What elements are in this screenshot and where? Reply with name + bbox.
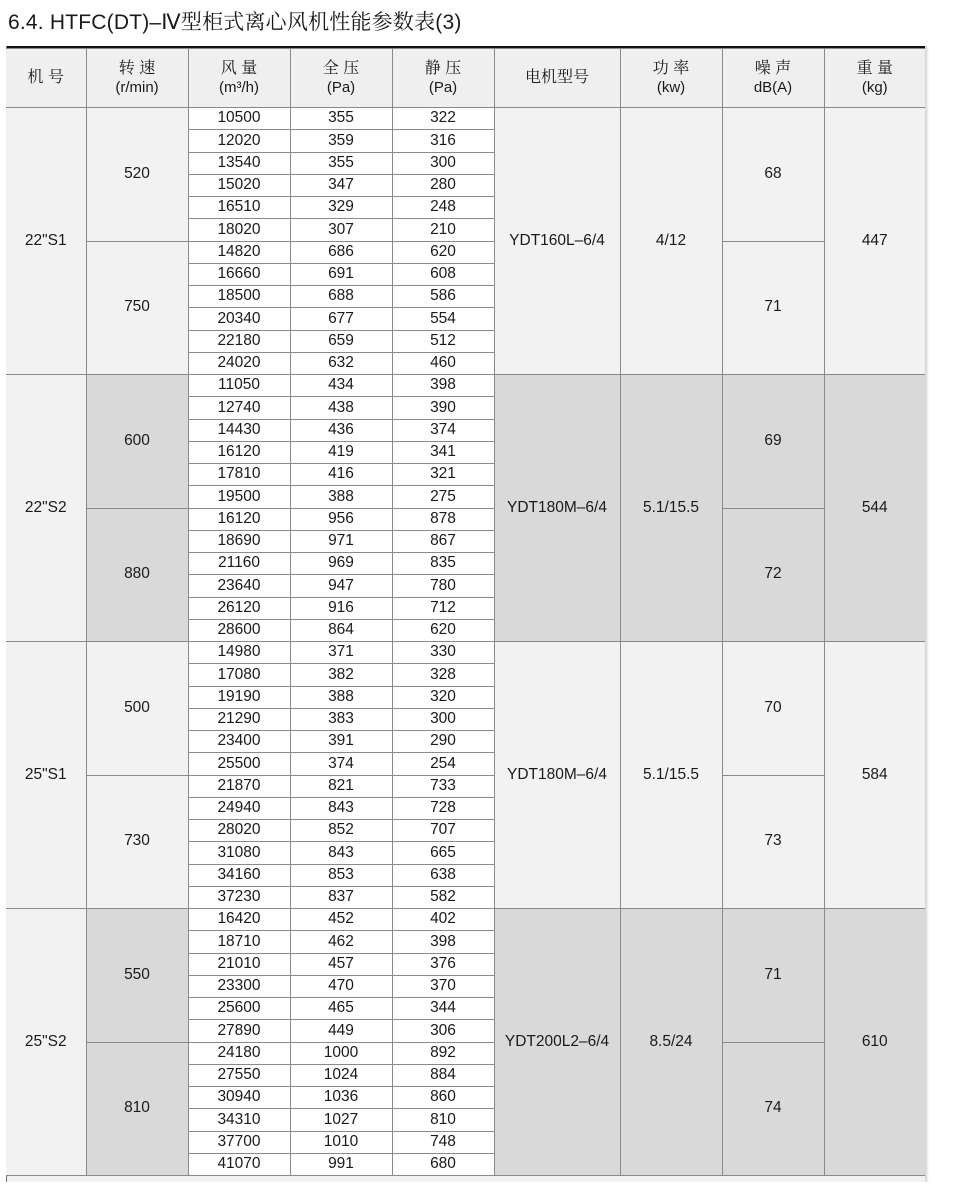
static-pressure-cell: 620 bbox=[392, 619, 494, 641]
static-pressure-cell: 638 bbox=[392, 864, 494, 886]
static-pressure-cell: 300 bbox=[392, 152, 494, 174]
power-cell: 5.1/15.5 bbox=[620, 375, 722, 642]
static-pressure-cell: 390 bbox=[392, 397, 494, 419]
airflow-cell: 21010 bbox=[188, 953, 290, 975]
total-pressure-cell: 419 bbox=[290, 441, 392, 463]
speed-cell: 500 bbox=[86, 642, 188, 776]
static-pressure-cell: 608 bbox=[392, 263, 494, 285]
airflow-cell: 24020 bbox=[188, 352, 290, 374]
page-title: 6.4. HTFC(DT)–Ⅳ型柜式离心风机性能参数表(3) bbox=[8, 11, 462, 34]
model-cell: 22"S2 bbox=[6, 375, 86, 642]
motor-cell: YDT180M–6/4 bbox=[494, 642, 620, 909]
total-pressure-cell: 457 bbox=[290, 953, 392, 975]
airflow-cell: 14430 bbox=[188, 419, 290, 441]
airflow-cell: 10500 bbox=[188, 108, 290, 130]
airflow-cell: 21160 bbox=[188, 553, 290, 575]
model-cell: 22"S1 bbox=[6, 108, 86, 375]
header-static-pressure: 静 压 (Pa) bbox=[392, 49, 494, 108]
static-pressure-cell: 344 bbox=[392, 998, 494, 1020]
static-pressure-cell: 320 bbox=[392, 686, 494, 708]
airflow-cell: 20340 bbox=[188, 308, 290, 330]
airflow-cell: 16120 bbox=[188, 508, 290, 530]
power-cell: 8.5/24 bbox=[620, 909, 722, 1176]
airflow-cell: 23300 bbox=[188, 975, 290, 997]
static-pressure-cell: 316 bbox=[392, 130, 494, 152]
static-pressure-cell: 728 bbox=[392, 797, 494, 819]
speed-cell: 750 bbox=[86, 241, 188, 375]
static-pressure-cell: 398 bbox=[392, 931, 494, 953]
total-pressure-cell: 470 bbox=[290, 975, 392, 997]
airflow-cell: 37700 bbox=[188, 1131, 290, 1153]
header-speed: 转 速 (r/min) bbox=[86, 49, 188, 108]
table-row bbox=[6, 108, 925, 130]
static-pressure-cell: 733 bbox=[392, 775, 494, 797]
noise-cell: 68 bbox=[722, 108, 824, 242]
total-pressure-cell: 853 bbox=[290, 864, 392, 886]
total-pressure-cell: 1024 bbox=[290, 1064, 392, 1086]
airflow-cell: 14980 bbox=[188, 642, 290, 664]
speed-cell: 550 bbox=[86, 909, 188, 1043]
total-pressure-cell: 864 bbox=[290, 619, 392, 641]
static-pressure-cell: 370 bbox=[392, 975, 494, 997]
total-pressure-cell: 837 bbox=[290, 886, 392, 908]
static-pressure-cell: 300 bbox=[392, 708, 494, 730]
header-power: 功 率 (kw) bbox=[620, 49, 722, 108]
header-model: 机 号 bbox=[6, 49, 86, 108]
total-pressure-cell: 991 bbox=[290, 1153, 392, 1175]
noise-cell: 70 bbox=[722, 642, 824, 776]
airflow-cell: 13540 bbox=[188, 152, 290, 174]
table-row bbox=[6, 775, 925, 797]
noise-cell: 69 bbox=[722, 375, 824, 509]
static-pressure-cell: 376 bbox=[392, 953, 494, 975]
static-pressure-cell: 374 bbox=[392, 419, 494, 441]
airflow-cell: 19190 bbox=[188, 686, 290, 708]
static-pressure-cell: 707 bbox=[392, 820, 494, 842]
model-cell: 25"S1 bbox=[6, 642, 86, 909]
airflow-cell: 21290 bbox=[188, 708, 290, 730]
total-pressure-cell: 355 bbox=[290, 152, 392, 174]
static-pressure-cell: 398 bbox=[392, 375, 494, 397]
total-pressure-cell: 659 bbox=[290, 330, 392, 352]
speed-cell: 600 bbox=[86, 375, 188, 509]
airflow-cell: 24940 bbox=[188, 797, 290, 819]
power-cell: 4/12 bbox=[620, 108, 722, 375]
static-pressure-cell: 810 bbox=[392, 1109, 494, 1131]
header-noise: 噪 声 dB(A) bbox=[722, 49, 824, 108]
header-motor-model: 电机型号 bbox=[494, 49, 620, 108]
static-pressure-cell: 290 bbox=[392, 731, 494, 753]
total-pressure-cell: 843 bbox=[290, 797, 392, 819]
total-pressure-cell: 969 bbox=[290, 553, 392, 575]
airflow-cell: 14820 bbox=[188, 241, 290, 263]
total-pressure-cell: 416 bbox=[290, 464, 392, 486]
airflow-cell: 19500 bbox=[188, 486, 290, 508]
total-pressure-cell: 1036 bbox=[290, 1087, 392, 1109]
airflow-cell: 25500 bbox=[188, 753, 290, 775]
static-pressure-cell: 254 bbox=[392, 753, 494, 775]
speed-cell: 520 bbox=[86, 108, 188, 242]
total-pressure-cell: 852 bbox=[290, 820, 392, 842]
airflow-cell: 17080 bbox=[188, 664, 290, 686]
total-pressure-cell: 843 bbox=[290, 842, 392, 864]
airflow-cell: 21870 bbox=[188, 775, 290, 797]
static-pressure-cell: 321 bbox=[392, 464, 494, 486]
total-pressure-cell: 1010 bbox=[290, 1131, 392, 1153]
total-pressure-cell: 355 bbox=[290, 108, 392, 130]
table-row bbox=[6, 909, 925, 931]
total-pressure-cell: 677 bbox=[290, 308, 392, 330]
airflow-cell: 16510 bbox=[188, 197, 290, 219]
airflow-cell: 15020 bbox=[188, 174, 290, 196]
static-pressure-cell: 586 bbox=[392, 286, 494, 308]
motor-cell: YDT180M–6/4 bbox=[494, 375, 620, 642]
weight-cell: 447 bbox=[824, 108, 925, 375]
static-pressure-cell: 341 bbox=[392, 441, 494, 463]
noise-cell: 73 bbox=[722, 775, 824, 909]
airflow-cell: 28020 bbox=[188, 820, 290, 842]
airflow-cell: 23640 bbox=[188, 575, 290, 597]
total-pressure-cell: 438 bbox=[290, 397, 392, 419]
total-pressure-cell: 329 bbox=[290, 197, 392, 219]
static-pressure-cell: 582 bbox=[392, 886, 494, 908]
airflow-cell: 18690 bbox=[188, 530, 290, 552]
total-pressure-cell: 686 bbox=[290, 241, 392, 263]
airflow-cell: 28600 bbox=[188, 619, 290, 641]
airflow-cell: 22180 bbox=[188, 330, 290, 352]
static-pressure-cell: 665 bbox=[392, 842, 494, 864]
static-pressure-cell: 330 bbox=[392, 642, 494, 664]
airflow-cell: 16120 bbox=[188, 441, 290, 463]
static-pressure-cell: 512 bbox=[392, 330, 494, 352]
header-row bbox=[6, 49, 925, 108]
total-pressure-cell: 436 bbox=[290, 419, 392, 441]
table-row bbox=[6, 1042, 925, 1064]
total-pressure-cell: 1000 bbox=[290, 1042, 392, 1064]
total-pressure-cell: 382 bbox=[290, 664, 392, 686]
static-pressure-cell: 620 bbox=[392, 241, 494, 263]
total-pressure-cell: 916 bbox=[290, 597, 392, 619]
total-pressure-cell: 374 bbox=[290, 753, 392, 775]
table-row bbox=[6, 241, 925, 263]
airflow-cell: 27890 bbox=[188, 1020, 290, 1042]
airflow-cell: 16660 bbox=[188, 263, 290, 285]
table-row bbox=[6, 375, 925, 397]
total-pressure-cell: 691 bbox=[290, 263, 392, 285]
table-row bbox=[6, 508, 925, 530]
airflow-cell: 34310 bbox=[188, 1109, 290, 1131]
static-pressure-cell: 248 bbox=[392, 197, 494, 219]
static-pressure-cell: 860 bbox=[392, 1087, 494, 1109]
static-pressure-cell: 275 bbox=[392, 486, 494, 508]
total-pressure-cell: 383 bbox=[290, 708, 392, 730]
model-cell: 25"S2 bbox=[6, 909, 86, 1176]
total-pressure-cell: 347 bbox=[290, 174, 392, 196]
airflow-cell: 11050 bbox=[188, 375, 290, 397]
static-pressure-cell: 892 bbox=[392, 1042, 494, 1064]
airflow-cell: 41070 bbox=[188, 1153, 290, 1175]
total-pressure-cell: 371 bbox=[290, 642, 392, 664]
static-pressure-cell: 878 bbox=[392, 508, 494, 530]
airflow-cell: 26120 bbox=[188, 597, 290, 619]
table-row bbox=[6, 642, 925, 664]
header-weight: 重 量 (kg) bbox=[824, 49, 925, 108]
static-pressure-cell: 780 bbox=[392, 575, 494, 597]
airflow-cell: 18710 bbox=[188, 931, 290, 953]
airflow-cell: 18500 bbox=[188, 286, 290, 308]
airflow-cell: 30940 bbox=[188, 1087, 290, 1109]
motor-cell: YDT160L–6/4 bbox=[494, 108, 620, 375]
static-pressure-cell: 210 bbox=[392, 219, 494, 241]
airflow-cell: 12020 bbox=[188, 130, 290, 152]
total-pressure-cell: 359 bbox=[290, 130, 392, 152]
airflow-cell: 27550 bbox=[188, 1064, 290, 1086]
speed-cell: 880 bbox=[86, 508, 188, 642]
total-pressure-cell: 947 bbox=[290, 575, 392, 597]
airflow-cell: 25600 bbox=[188, 998, 290, 1020]
static-pressure-cell: 835 bbox=[392, 553, 494, 575]
motor-cell: YDT200L2–6/4 bbox=[494, 909, 620, 1176]
total-pressure-cell: 452 bbox=[290, 909, 392, 931]
static-pressure-cell: 884 bbox=[392, 1064, 494, 1086]
speed-cell: 810 bbox=[86, 1042, 188, 1176]
noise-cell: 74 bbox=[722, 1042, 824, 1176]
total-pressure-cell: 821 bbox=[290, 775, 392, 797]
static-pressure-cell: 306 bbox=[392, 1020, 494, 1042]
header-airflow: 风 量 (m³/h) bbox=[188, 49, 290, 108]
total-pressure-cell: 307 bbox=[290, 219, 392, 241]
weight-cell: 584 bbox=[824, 642, 925, 909]
airflow-cell: 12740 bbox=[188, 397, 290, 419]
static-pressure-cell: 554 bbox=[392, 308, 494, 330]
static-pressure-cell: 322 bbox=[392, 108, 494, 130]
weight-cell: 544 bbox=[824, 375, 925, 642]
table-body bbox=[6, 108, 925, 1176]
airflow-cell: 18020 bbox=[188, 219, 290, 241]
total-pressure-cell: 449 bbox=[290, 1020, 392, 1042]
total-pressure-cell: 465 bbox=[290, 998, 392, 1020]
airflow-cell: 23400 bbox=[188, 731, 290, 753]
page-shadow bbox=[925, 46, 929, 1182]
static-pressure-cell: 328 bbox=[392, 664, 494, 686]
airflow-cell: 16420 bbox=[188, 909, 290, 931]
weight-cell: 610 bbox=[824, 909, 925, 1176]
static-pressure-cell: 460 bbox=[392, 352, 494, 374]
airflow-cell: 31080 bbox=[188, 842, 290, 864]
static-pressure-cell: 748 bbox=[392, 1131, 494, 1153]
performance-table bbox=[6, 48, 925, 1176]
airflow-cell: 34160 bbox=[188, 864, 290, 886]
total-pressure-cell: 1027 bbox=[290, 1109, 392, 1131]
static-pressure-cell: 402 bbox=[392, 909, 494, 931]
total-pressure-cell: 388 bbox=[290, 486, 392, 508]
noise-cell: 71 bbox=[722, 241, 824, 375]
speed-cell: 730 bbox=[86, 775, 188, 909]
noise-cell: 72 bbox=[722, 508, 824, 642]
total-pressure-cell: 971 bbox=[290, 530, 392, 552]
total-pressure-cell: 434 bbox=[290, 375, 392, 397]
airflow-cell: 37230 bbox=[188, 886, 290, 908]
airflow-cell: 24180 bbox=[188, 1042, 290, 1064]
total-pressure-cell: 688 bbox=[290, 286, 392, 308]
total-pressure-cell: 391 bbox=[290, 731, 392, 753]
total-pressure-cell: 632 bbox=[290, 352, 392, 374]
airflow-cell: 17810 bbox=[188, 464, 290, 486]
header-total-pressure: 全 压 (Pa) bbox=[290, 49, 392, 108]
static-pressure-cell: 280 bbox=[392, 174, 494, 196]
static-pressure-cell: 867 bbox=[392, 530, 494, 552]
total-pressure-cell: 956 bbox=[290, 508, 392, 530]
total-pressure-cell: 462 bbox=[290, 931, 392, 953]
power-cell: 5.1/15.5 bbox=[620, 642, 722, 909]
static-pressure-cell: 680 bbox=[392, 1153, 494, 1175]
total-pressure-cell: 388 bbox=[290, 686, 392, 708]
noise-cell: 71 bbox=[722, 909, 824, 1043]
static-pressure-cell: 712 bbox=[392, 597, 494, 619]
